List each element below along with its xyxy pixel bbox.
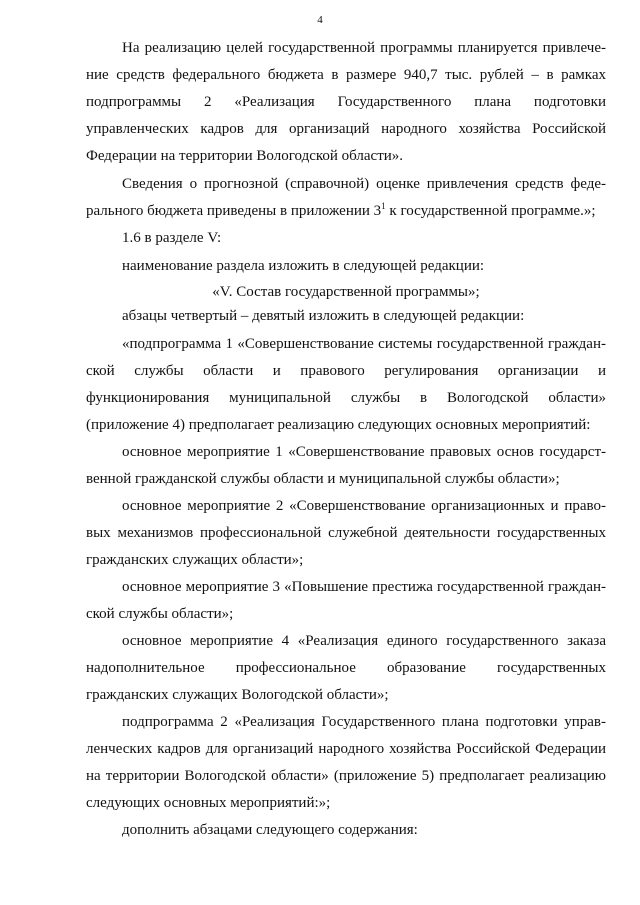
paragraph-add: дополнить абзацами следующего содержания:	[122, 822, 418, 838]
section-title-line: «V. Состав государственной программы»;	[212, 284, 480, 300]
paragraph-abzacy: абзацы четвертый – девятый изложить в следующей редакции:	[122, 308, 525, 324]
paragraph-section-name: наименование раздела изложить в следующей редакции:	[122, 258, 485, 274]
paragraph-1-start: На реализацию целей государственной программы планируется привлече-	[122, 40, 606, 56]
paragraph-measure-3: основное мероприятие 3 «Повышение престижа государственной граждан-ской службы области»;	[86, 579, 606, 622]
paragraph-subprogram-1: «подпрограмма 1 «Совершенствование системы государственной граждан-ской службы области и правового регулирования организации и функционирования муниципальной службы в Вологодской области» (приложение 4) предполагает реализацию следующих основных мероприятий:	[86, 336, 606, 433]
paragraph-measure-4: основное мероприятие 4 «Реализация единого государственного заказа надополнительное профессиональное образование государственных гражданских служащих Вологодской области»;	[86, 633, 606, 703]
paragraph-2-mid: рального бюджета приведены в приложении 3	[86, 203, 382, 219]
page-number: 4	[317, 14, 323, 26]
paragraph-measure-2: основное мероприятие 2 «Совершенствование организационных и право-вых механизмов профессиональной служебной деятельности государственных гражданских служащих области»;	[86, 498, 606, 568]
paragraph-1	[86, 35, 606, 170]
paragraph-2	[86, 171, 606, 225]
paragraph-subprogram-2: подпрограмма 2 «Реализация Государственного плана подготовки управ-ленческих кадров для организаций народного хозяйства Российской Федерации на территории Вологодской области» (приложение 5) предполагает реализацию следующих основных мероприятий:»;	[86, 714, 606, 811]
paragraph-item-1-6: 1.6 в разделе V:	[122, 230, 222, 246]
paragraph-2-end: к государственной программе.»;	[385, 203, 596, 219]
footnote-superscript: 1	[381, 201, 386, 211]
paragraph-2-start: Сведения о прогнозной (справочной) оценке привлечения средств феде-	[122, 176, 606, 192]
paragraph-measure-1: основное мероприятие 1 «Совершенствование правовых основ государст-венной гражданской службы области и муниципальной службы области»;	[86, 444, 606, 487]
paragraph-1-rest: ние средств федерального бюджета в размере 940,7 тыс. рублей – в рамках подпрограммы 2 «Реализация Государственного плана подготовки управленческих кадров для организаций народного хозяйства Российской Федерации на территории Вологодской области».	[86, 67, 606, 164]
